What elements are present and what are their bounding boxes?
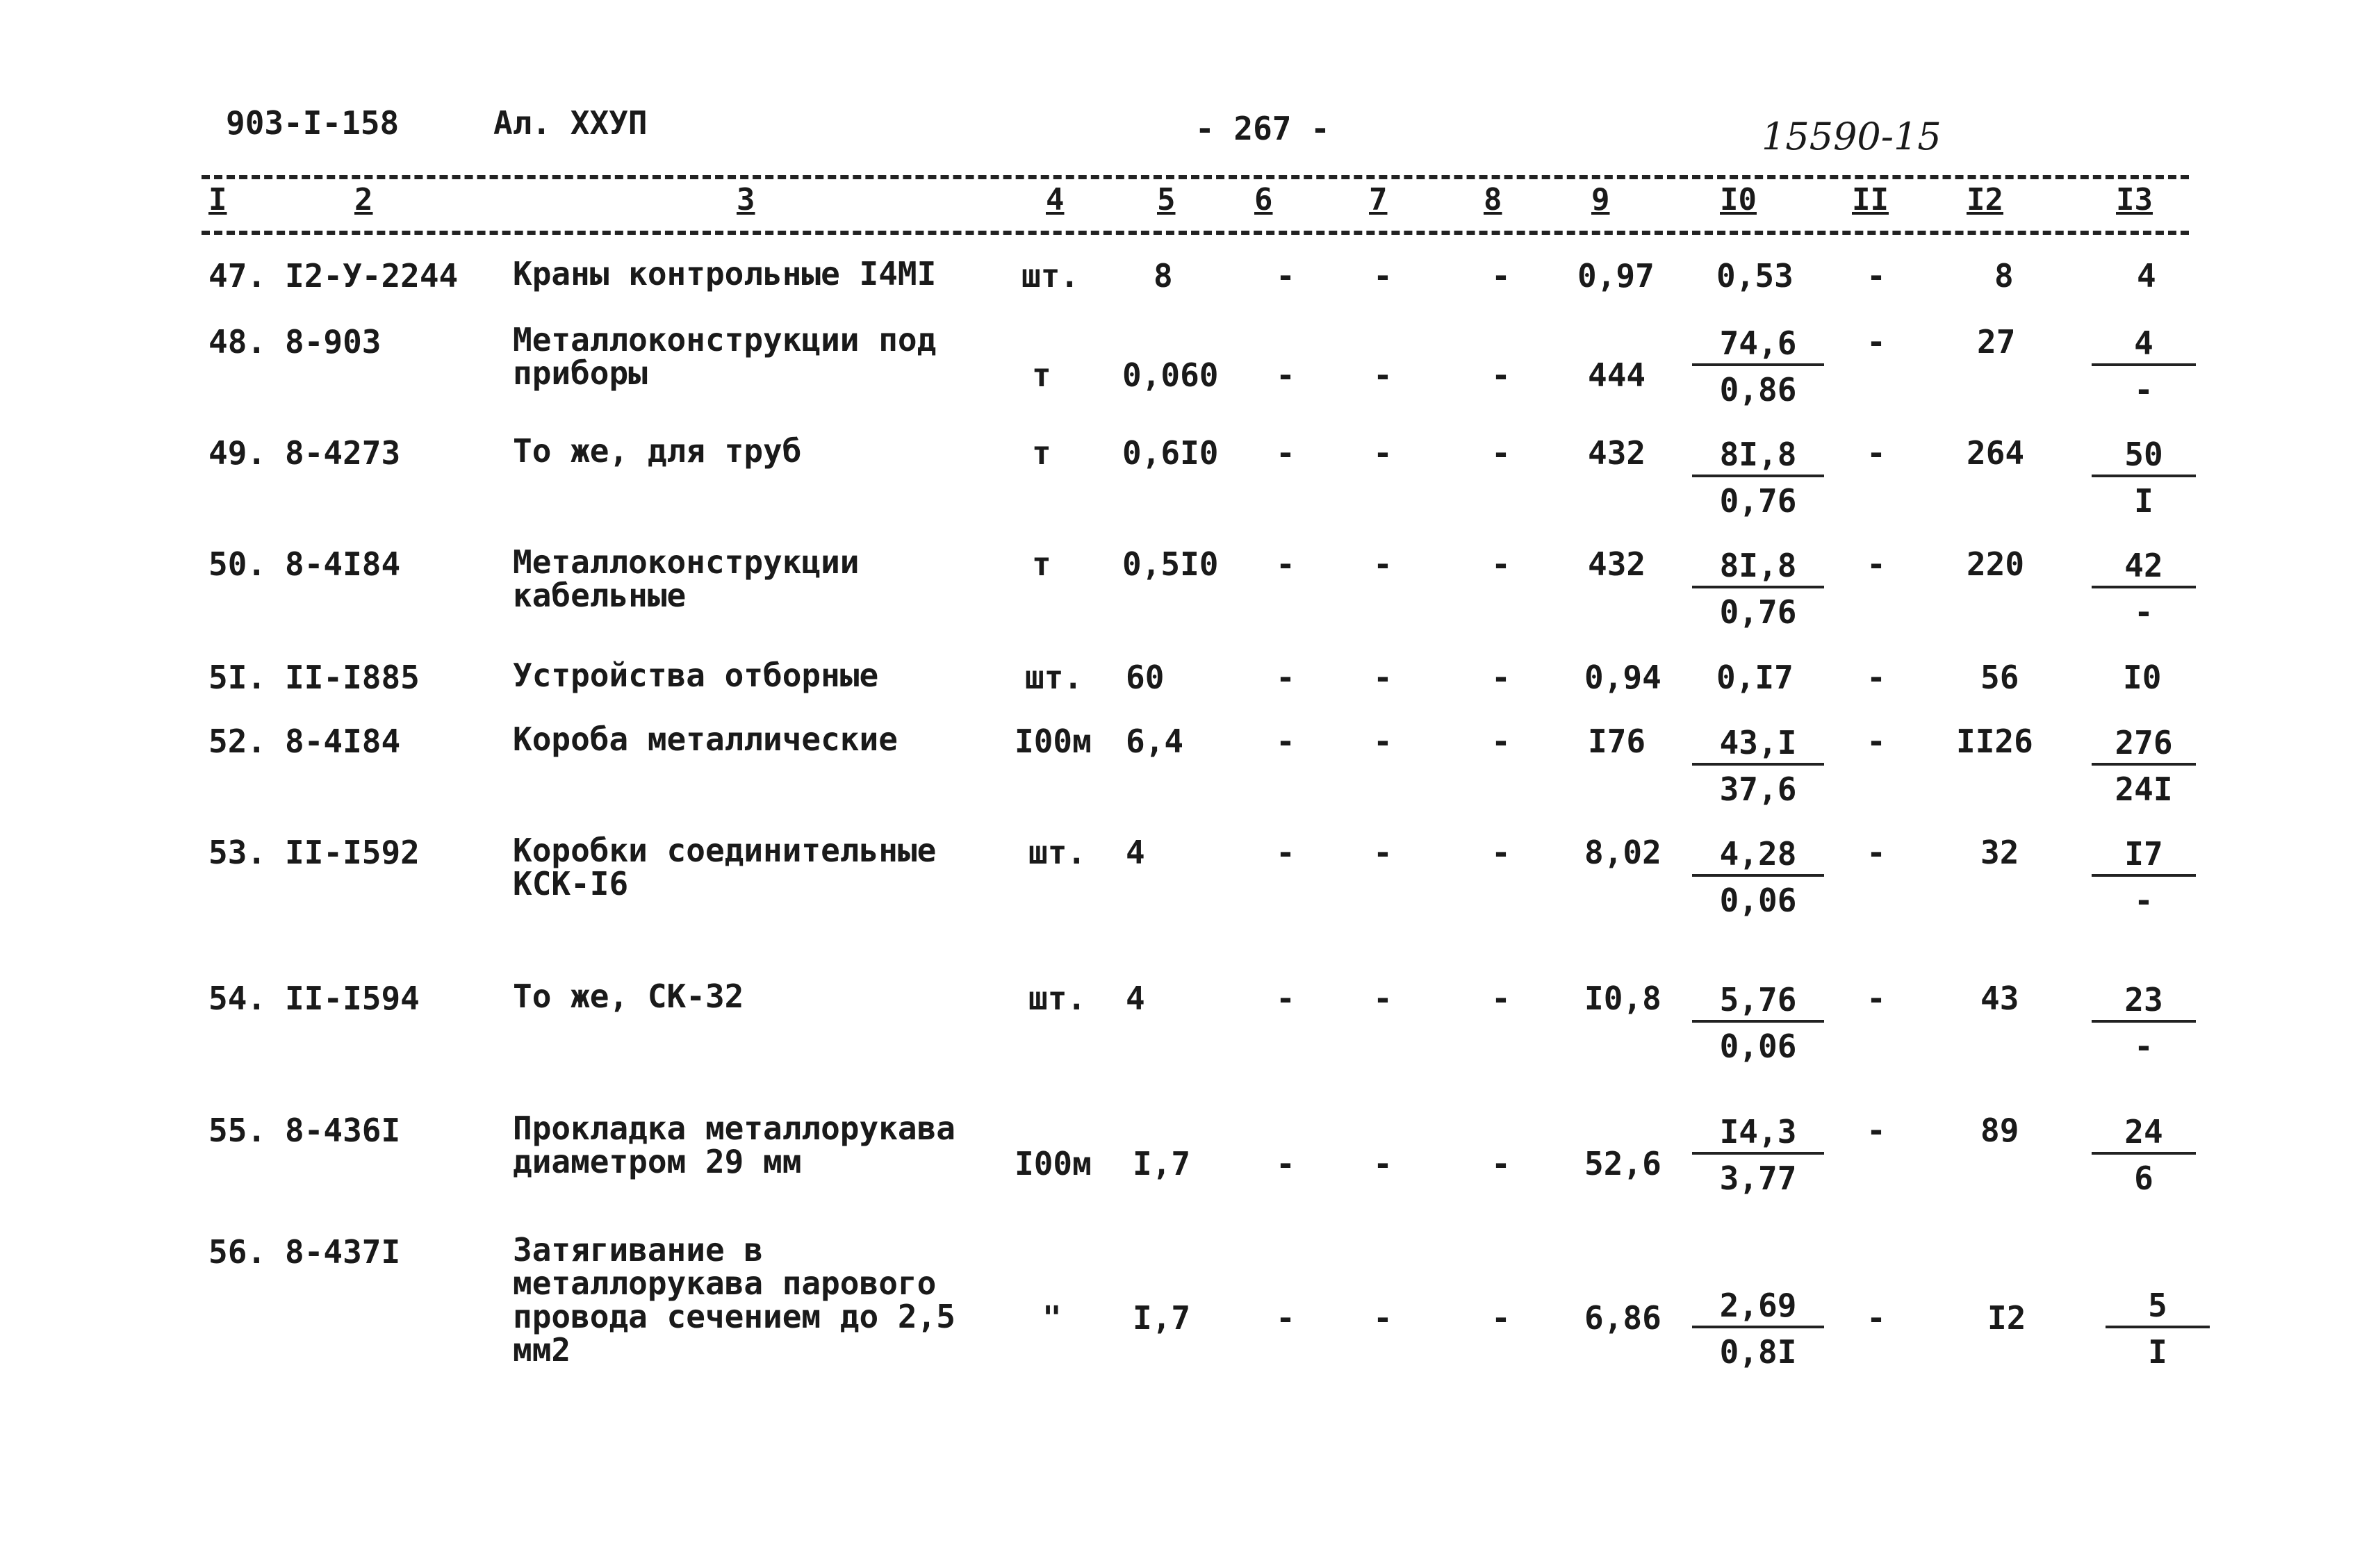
col-1-header: I (208, 182, 227, 217)
col10-fraction (1692, 434, 1824, 525)
col8-value: - (1491, 834, 1511, 871)
quantity: 0,5I0 (1122, 545, 1219, 583)
col-8-header: 8 (1484, 182, 1502, 217)
col8-value: - (1491, 356, 1511, 394)
norm-code: 8-4I84 (285, 723, 401, 760)
col8-value: - (1491, 659, 1511, 696)
col10-bottom: 0,06 (1719, 882, 1797, 919)
quantity: 4 (1126, 834, 1145, 871)
col10-value: 0,53 (1716, 257, 1794, 295)
album-number: Ал. XXУП (493, 104, 648, 142)
header-rule-bottom (202, 231, 2189, 235)
quantity: 0,6I0 (1122, 434, 1219, 472)
col8-value: - (1491, 545, 1511, 583)
col12-value: 8 (1994, 257, 2014, 295)
col12-value: 43 (1980, 980, 2019, 1017)
norm-code: II-I592 (285, 834, 420, 871)
col13-fraction (2092, 834, 2196, 924)
row-number: 56. (208, 1233, 267, 1271)
col12-value: 220 (1967, 545, 2025, 583)
work-description: Краны контрольные I4МI (513, 255, 937, 292)
unit: т (1032, 434, 1051, 472)
row-number: 52. (208, 723, 267, 760)
col13-bottom: I (2148, 1333, 2167, 1371)
norm-code: 8-4I84 (285, 545, 401, 583)
work-description: То же, для труб (513, 432, 802, 470)
row-number: 54. (208, 980, 267, 1017)
col12-value: I2 (1987, 1299, 2026, 1337)
col8-value: - (1491, 434, 1511, 472)
norm-code: 8-4273 (285, 434, 401, 472)
col6-value: - (1276, 434, 1295, 472)
row-number: 5I. (208, 659, 267, 696)
col8-value: - (1491, 1145, 1511, 1182)
norm-code: II-I594 (285, 980, 420, 1017)
col13-bottom: 6 (2134, 1160, 2153, 1197)
col7-value: - (1373, 434, 1393, 472)
col10-bottom: 0,06 (1719, 1028, 1797, 1065)
unit: шт. (1025, 659, 1083, 696)
handwritten-ref: 15590-15 (1762, 115, 1942, 158)
quantity: I,7 (1133, 1299, 1191, 1337)
norm-code: II-I885 (285, 659, 420, 696)
col7-value: - (1373, 545, 1393, 583)
col10-top: 8I,8 (1692, 545, 1824, 588)
norm-code: 8-436I (285, 1112, 401, 1149)
work-description: Металлоконструкции под приборы (513, 321, 937, 392)
row-number: 50. (208, 545, 267, 583)
col13-fraction (2092, 545, 2196, 636)
col-9-header: 9 (1591, 182, 1610, 217)
col13-fraction (2092, 434, 2196, 525)
col6-value: - (1276, 1299, 1295, 1337)
col13-bottom: - (2134, 882, 2153, 919)
col13-top: 42 (2092, 545, 2196, 588)
col12-value: 264 (1967, 434, 2025, 472)
work-description: Коробки соединительные КСК-I6 (513, 832, 937, 902)
col13-fraction (2092, 1112, 2196, 1202)
col9-value: 0,97 (1577, 257, 1655, 295)
col6-value: - (1276, 257, 1295, 295)
col13-top: 5 (2106, 1285, 2210, 1328)
col9-value: 432 (1588, 545, 1646, 583)
col6-value: - (1276, 659, 1295, 696)
unit: шт. (1028, 834, 1087, 871)
quantity: I,7 (1133, 1145, 1191, 1182)
col13-bottom: - (2134, 1028, 2153, 1065)
col13-top: 4 (2092, 323, 2196, 366)
col7-value: - (1373, 723, 1393, 760)
col10-top: 4,28 (1692, 834, 1824, 877)
col13-bottom: - (2134, 593, 2153, 631)
col12-value: 27 (1977, 323, 2016, 361)
col10-top: 8I,8 (1692, 434, 1824, 477)
col11-value: - (1866, 834, 1886, 871)
work-description: Устройства отборные (513, 657, 879, 694)
col9-value: 6,86 (1584, 1299, 1661, 1337)
col13-top: 276 (2092, 723, 2196, 766)
row-number: 53. (208, 834, 267, 871)
col11-value: - (1866, 257, 1886, 295)
col13-bottom: I (2134, 482, 2153, 520)
col11-value: - (1866, 434, 1886, 472)
col7-value: - (1373, 980, 1393, 1017)
col11-value: - (1866, 723, 1886, 760)
col12-value: 56 (1980, 659, 2019, 696)
unit: " (1042, 1299, 1062, 1337)
col9-value: I76 (1588, 723, 1646, 760)
col6-value: - (1276, 545, 1295, 583)
unit: т (1032, 545, 1051, 583)
header-rule-top (202, 175, 2189, 179)
row-number: 55. (208, 1112, 267, 1149)
row-number: 49. (208, 434, 267, 472)
quantity: 8 (1154, 257, 1173, 295)
col11-value: - (1866, 1299, 1886, 1337)
col10-top: 2,69 (1692, 1285, 1824, 1328)
col-10-header: I0 (1720, 182, 1757, 217)
doc-code: 903-I-158 (226, 104, 400, 142)
col10-fraction (1692, 834, 1824, 924)
col10-bottom: 0,76 (1719, 593, 1797, 631)
col8-value: - (1491, 723, 1511, 760)
col8-value: - (1491, 1299, 1511, 1337)
col6-value: - (1276, 980, 1295, 1017)
col13-fraction (2092, 323, 2196, 413)
col-3-header: 3 (737, 182, 755, 217)
quantity: 0,060 (1122, 356, 1219, 394)
quantity: 60 (1126, 659, 1165, 696)
col9-value: 52,6 (1584, 1145, 1661, 1182)
col8-value: - (1491, 257, 1511, 295)
unit: I00м (1015, 723, 1092, 760)
col9-value: 444 (1588, 356, 1646, 394)
col6-value: - (1276, 356, 1295, 394)
unit: I00м (1015, 1145, 1092, 1182)
col13-fraction (2092, 980, 2196, 1070)
col11-value: - (1866, 323, 1886, 361)
unit: шт. (1021, 257, 1080, 295)
col-6-header: 6 (1254, 182, 1273, 217)
col10-fraction (1692, 1112, 1824, 1202)
row-number: 48. (208, 323, 267, 361)
work-description: То же, СК-32 (513, 978, 744, 1015)
col-4-header: 4 (1046, 182, 1065, 217)
norm-code: 8-903 (285, 323, 381, 361)
col-2-header: 2 (354, 182, 373, 217)
col7-value: - (1373, 659, 1393, 696)
col10-fraction (1692, 1285, 1824, 1376)
col10-bottom: 0,86 (1719, 371, 1797, 409)
col9-value: 432 (1588, 434, 1646, 472)
col-7-header: 7 (1369, 182, 1388, 217)
col6-value: - (1276, 1145, 1295, 1182)
col13-fraction (2106, 1285, 2210, 1376)
col13-top: 50 (2092, 434, 2196, 477)
col10-fraction (1692, 980, 1824, 1070)
col9-value: 8,02 (1584, 834, 1661, 871)
page-number: - 267 - (1195, 110, 1330, 147)
col13-top: 24 (2092, 1112, 2196, 1155)
col10-value: 0,I7 (1716, 659, 1794, 696)
col13-fraction (2092, 723, 2196, 813)
quantity: 4 (1126, 980, 1145, 1017)
col12-value: II26 (1956, 723, 2033, 760)
col12-value: 89 (1980, 1112, 2019, 1149)
col-13-header: I3 (2116, 182, 2153, 217)
col-5-header: 5 (1157, 182, 1176, 217)
col13-top: 23 (2092, 980, 2196, 1023)
col12-value: 32 (1980, 834, 2019, 871)
col11-value: - (1866, 980, 1886, 1017)
col13-value: I0 (2123, 659, 2162, 696)
col10-top: 43,I (1692, 723, 1824, 766)
work-description: Короба металлические (513, 720, 898, 758)
work-description: Металлоконструкции кабельные (513, 543, 860, 614)
col6-value: - (1276, 723, 1295, 760)
col7-value: - (1373, 834, 1393, 871)
col10-top: I4,3 (1692, 1112, 1824, 1155)
norm-code: 8-437I (285, 1233, 401, 1271)
col8-value: - (1491, 980, 1511, 1017)
col10-fraction (1692, 723, 1824, 813)
col11-value: - (1866, 545, 1886, 583)
col10-fraction (1692, 545, 1824, 636)
col13-bottom: - (2134, 371, 2153, 409)
col13-bottom: 24I (2115, 770, 2173, 808)
col10-top: 74,6 (1692, 323, 1824, 366)
row-number: 47. (208, 257, 267, 295)
col7-value: - (1373, 356, 1393, 394)
col11-value: - (1866, 659, 1886, 696)
col6-value: - (1276, 834, 1295, 871)
col9-value: 0,94 (1584, 659, 1661, 696)
col7-value: - (1373, 1299, 1393, 1337)
col13-top: I7 (2092, 834, 2196, 877)
quantity: 6,4 (1126, 723, 1184, 760)
col10-bottom: 3,77 (1719, 1160, 1797, 1197)
col-11-header: II (1852, 182, 1889, 217)
col10-top: 5,76 (1692, 980, 1824, 1023)
col10-bottom: 37,6 (1719, 770, 1797, 808)
unit: т (1032, 356, 1051, 394)
col9-value: I0,8 (1584, 980, 1661, 1017)
work-description: Прокладка металлорукава диаметром 29 мм (513, 1110, 955, 1180)
col10-bottom: 0,8I (1719, 1333, 1797, 1371)
col13-value: 4 (2137, 257, 2156, 295)
col-12-header: I2 (1967, 182, 2003, 217)
unit: шт. (1028, 980, 1087, 1017)
col10-bottom: 0,76 (1719, 482, 1797, 520)
work-description: Затягивание в металлорукава парового провода сечением до 2,5 мм2 (513, 1231, 955, 1369)
col11-value: - (1866, 1112, 1886, 1149)
col7-value: - (1373, 1145, 1393, 1182)
col7-value: - (1373, 257, 1393, 295)
col10-fraction (1692, 323, 1824, 413)
norm-code: I2-У-2244 (285, 257, 459, 295)
